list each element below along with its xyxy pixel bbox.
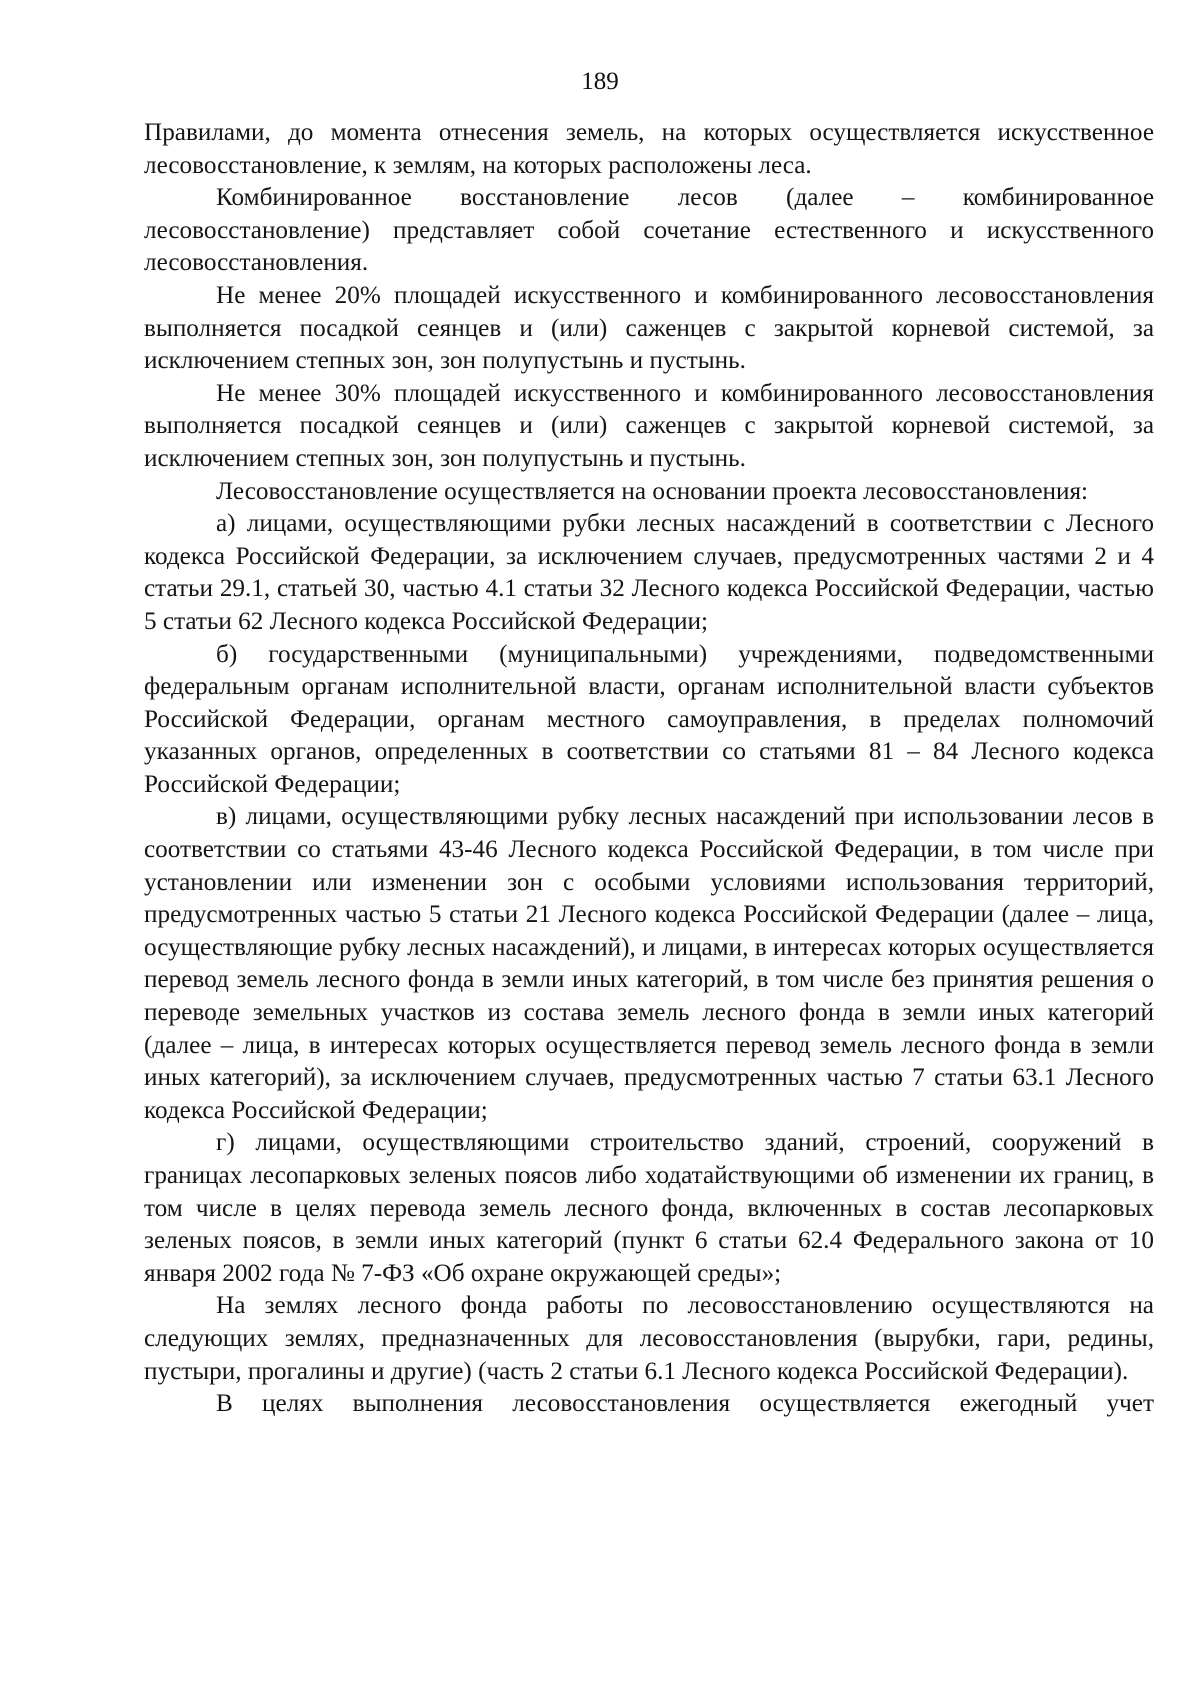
paragraph: Комбинированное восстановление лесов (далее – комбинированное лесовосстановление) представляет собой сочетание естественного и искусственного лесовосстановления.	[144, 184, 1154, 277]
paragraph: Не менее 20% площадей искусственного и комбинированного лесовосстановления выполняется посадкой сеянцев и (или) саженцев с закрытой корневой системой, за исключением степных зон, зон полупустынь и пустынь.	[144, 281, 1154, 375]
paragraph: г) лицами, осуществляющими строительство зданий, строений, сооружений в границах лесопарковых зеленых поясов либо ходатайствующими об изменении их границ, в том числе в целях перевода земель лесного фонда, включенных в состав лесопарковых зеленых поясов, в земли иных категорий (пункт 6 статьи 62.4 Федерального закона от 10 января 2002 года № 7-ФЗ «Об охране окружающей среды»;	[144, 1129, 1154, 1287]
paragraph: В целях выполнения лесовосстановления осуществляется ежегодный учет	[216, 1390, 1154, 1418]
paragraph: б) государственными (муниципальными) учреждениями, подведомственными федеральным органам исполнительной власти, органам исполнительной власти субъектов Российской Федерации, органам местного самоуправления, в пределах полномочий указанных органов, определенных в соответствии со статьями 81 – 84 Лесного кодекса Российской Федерации;	[144, 640, 1154, 798]
paragraph: Лесовосстановление осуществляется на основании проекта лесовосстановления:	[216, 477, 1089, 505]
paragraph: в) лицами, осуществляющими рубку лесных насаждений при использовании лесов в соответствии со статьями 43-46 Лесного кодекса Российской Федерации, в том числе при установлении или изменении зон с особыми условиями использования территорий, предусмотренных частью 5 статьи 21 Лесного кодекса Российской Федерации (далее – лица, осуществляющие рубку лесных насаждений), и лицами, в интересах которых осуществляется перевод земель лесного фонда в земли иных категорий, в том числе без принятия решения о переводе земельных участков из состава земель лесного фонда в земли иных категорий (далее – лица, в интересах которых осуществляется перевод земель лесного фонда в земли иных категорий), за исключением случаев, предусмотренных частью 7 статьи 63.1 Лесного кодекса Российской Федерации;	[144, 803, 1154, 1124]
paragraph: Правилами, до момента отнесения земель, на которых осуществляется искусственное лесовосстановление, к землям, на которых расположены леса.	[144, 119, 1154, 179]
paragraph: На землях лесного фонда работы по лесовосстановлению осуществляются на следующих землях, предназначенных для лесовосстановления (вырубки, гари, редины, пустыри, прогалины и другие) (часть 2 статьи 6.1 Лесного кодекса Российской Федерации).	[144, 1292, 1154, 1385]
document-body	[144, 117, 1154, 1421]
paragraph: Не менее 30% площадей искусственного и комбинированного лесовосстановления выполняется посадкой сеянцев и (или) саженцев с закрытой корневой системой, за исключением степных зон, зон полупустынь и пустынь.	[144, 379, 1154, 472]
page-number: 189	[581, 68, 619, 95]
paragraph: а) лицами, осуществляющими рубки лесных насаждений в соответствии с Лесного кодекса Российской Федерации, за исключением случаев, предусмотренных частями 2 и 4 статьи 29.1, статьей 30, частью 4.1 статьи 32 Лесного кодекса Российской Федерации, частью 5 статьи 62 Лесного кодекса Российской Федерации;	[144, 510, 1154, 635]
